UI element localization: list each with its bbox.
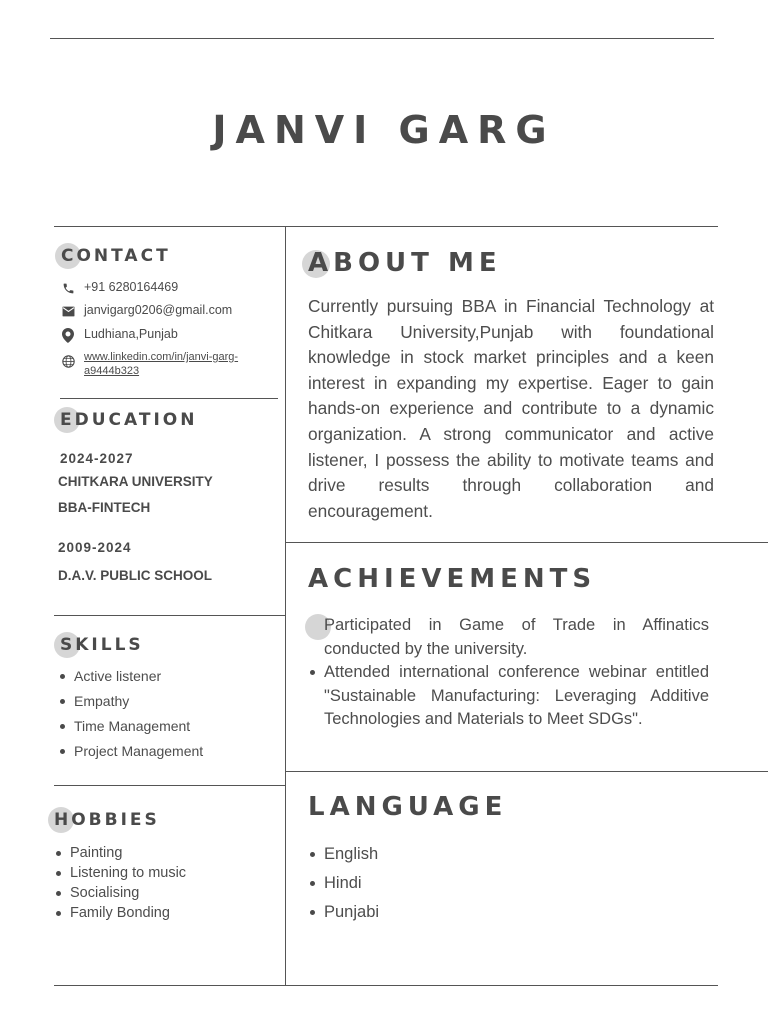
bottom-rule bbox=[54, 985, 718, 986]
achievements-divider bbox=[285, 771, 768, 772]
phone-icon bbox=[60, 280, 76, 296]
list-item: Active listener bbox=[58, 666, 203, 691]
contact-email bbox=[60, 303, 232, 319]
education-years: 2009-2024 bbox=[58, 540, 132, 555]
list-item: Listening to music bbox=[54, 863, 186, 883]
header-rule bbox=[54, 226, 718, 227]
column-divider bbox=[285, 226, 286, 986]
language-list bbox=[308, 843, 379, 930]
contact-linkedin bbox=[60, 350, 254, 378]
education-heading: EDUCATION bbox=[60, 410, 197, 430]
linkedin-link[interactable]: www.linkedin.com/in/janvi-garg- a9444b323 bbox=[84, 351, 239, 377]
hobbies-heading: HOBBIES bbox=[54, 810, 160, 830]
list-item: Project Management bbox=[58, 741, 203, 766]
top-rule bbox=[50, 38, 714, 39]
education-degree: BBA-FINTECH bbox=[58, 500, 151, 515]
list-item: Painting bbox=[54, 843, 186, 863]
skills-divider bbox=[54, 785, 285, 786]
phone-text: +91 6280164469 bbox=[84, 280, 179, 294]
list-item: Empathy bbox=[58, 691, 203, 716]
email-link[interactable]: janvigarg0206@gmail.com bbox=[84, 303, 233, 317]
about-divider bbox=[285, 542, 768, 543]
about-heading: ABOUT ME bbox=[308, 248, 502, 278]
map-pin-icon bbox=[60, 327, 76, 343]
location-text: Ludhiana,Punjab bbox=[84, 327, 178, 341]
contact-location bbox=[60, 327, 178, 343]
language-heading: LANGUAGE bbox=[308, 792, 508, 822]
education-school: CHITKARA UNIVERSITY bbox=[58, 474, 213, 489]
list-item: Time Management bbox=[58, 716, 203, 741]
skills-list bbox=[58, 666, 203, 766]
contact-phone bbox=[60, 280, 178, 296]
envelope-icon bbox=[60, 303, 76, 319]
list-item: English bbox=[308, 843, 379, 872]
achievements-heading: ACHIEVEMENTS bbox=[308, 564, 597, 594]
education-divider bbox=[54, 615, 285, 616]
contact-divider bbox=[60, 398, 278, 399]
list-item: Hindi bbox=[308, 872, 379, 901]
list-item: Punjabi bbox=[308, 901, 379, 930]
list-item: Participated in Game of Trade in Affinatics conducted by the university. bbox=[308, 614, 709, 661]
education-years: 2024-2027 bbox=[60, 451, 134, 466]
education-school: D.A.V. PUBLIC SCHOOL bbox=[58, 568, 213, 583]
list-item: Family Bonding bbox=[54, 903, 186, 923]
contact-heading: CONTACT bbox=[61, 246, 171, 266]
list-item: Socialising bbox=[54, 883, 186, 903]
list-item: Attended international conference webinar entitled "Sustainable Manufacturing: Leveraging Additive Technologies and Materials to Meet SDGs". bbox=[308, 661, 709, 732]
about-text: Currently pursuing BBA in Financial Technology at Chitkara University,Punjab with foundational knowledge in stock market principles and a keen interest in expanding my expertise. Eager to gain hands-on experience and contribute to a dynamic organization. A strong communicator and active listener, I possess the ability to motivate teams and drive results through collaboration and encouragement. bbox=[308, 296, 714, 521]
achievements-list bbox=[308, 614, 709, 732]
resume-name: JANVI GARG bbox=[212, 108, 556, 152]
globe-icon bbox=[60, 353, 76, 369]
skills-heading: SKILLS bbox=[60, 635, 144, 655]
hobbies-list bbox=[54, 843, 186, 923]
